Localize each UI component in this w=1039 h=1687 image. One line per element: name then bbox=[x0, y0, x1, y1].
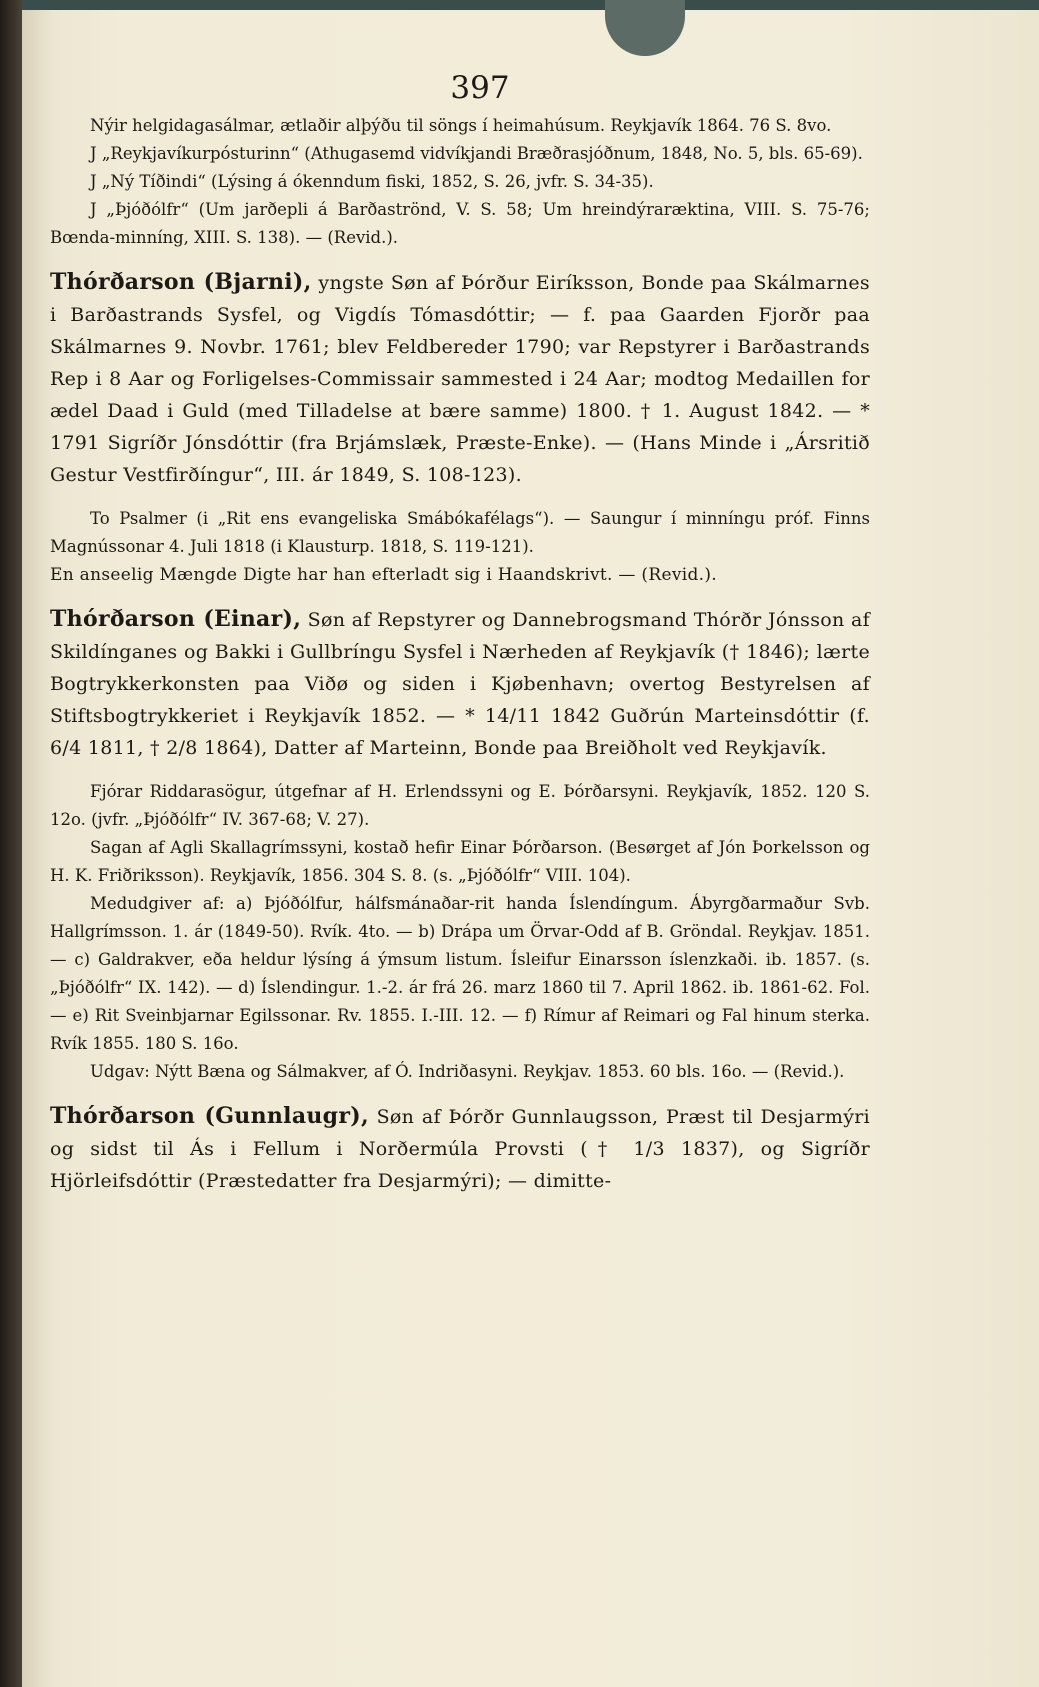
entry-text: J „Þjóðólfr“ (Um jarðepli á Barðaströnd, V. S. 58; Um hreindýraræktina, VIII. S. 75-76; Bœnda-minníng, XIII. S. 138). — (Revid.). bbox=[50, 200, 870, 247]
page-top-band bbox=[22, 0, 1039, 10]
bibliography-entry bbox=[50, 561, 870, 589]
entry-text: J „Reykjavíkurpósturinn“ (Athugasemd vidvíkjandi Bræðrasjóðnum, 1848, No. 5, bls. 65-69). bbox=[90, 144, 863, 163]
book-gutter bbox=[0, 0, 22, 1687]
bibliography-entry bbox=[50, 1058, 870, 1086]
bibliography-entry bbox=[50, 140, 870, 168]
biography-entry bbox=[50, 266, 870, 491]
paragraph-gap bbox=[50, 764, 870, 778]
page-content bbox=[50, 70, 870, 1211]
entry-text: Fjórar Riddarasögur, útgefnar af H. Erlendssyni og E. Þórðarsyni. Reykjavík, 1852. 120 S. 12o. (jvfr. „Þjóðólfr“ IV. 367-68; V. 27). bbox=[50, 782, 870, 829]
paragraph-gap bbox=[50, 1197, 870, 1211]
bibliography-entry bbox=[50, 168, 870, 196]
entry-heading: Thórðarson (Gunnlaugr), bbox=[50, 1103, 369, 1129]
paragraph-gap bbox=[50, 252, 870, 266]
entries-list bbox=[50, 112, 870, 1211]
entry-text: Søn af Repstyrer og Dannebrogsmand Thórðr Jónsson af Skildínganes og Bakki i Gullbríngu Sysfel i Nærheden af Reykjavík († 1846); lærte Bogtrykkerkonsten paa Viðø og siden i Kjøbenhavn; overtog Bestyrelsen af Stiftsbogtrykkeriet i Reykjavík 1852. — * 14/11 1842 Guðrún Marteinsdóttir (f. 6/4 1811, † 2/8 1864), Datter af Marteinn, Bonde paa Breiðholt ved Reykjavík. bbox=[50, 609, 870, 759]
bibliography-entry bbox=[50, 890, 870, 1058]
paragraph-gap bbox=[50, 1086, 870, 1100]
entry-text: Nýir helgidagasálmar, ætlaðir alþýðu til söngs í heimahúsum. Reykjavík 1864. 76 S. 8vo. bbox=[90, 116, 832, 135]
bibliography-entry bbox=[50, 112, 870, 140]
biography-entry bbox=[50, 603, 870, 764]
paragraph-gap bbox=[50, 491, 870, 505]
bibliography-entry bbox=[50, 505, 870, 561]
entry-text: Sagan af Agli Skallagrímssyni, kostað hefir Einar Þórðarson. (Besørget af Jón Þorkelsson og H. K. Friðriksson). Reykjavík, 1856. 304 S. 8. (s. „Þjóðólfr“ VIII. 104). bbox=[50, 838, 870, 885]
bibliography-entry bbox=[50, 196, 870, 252]
bibliography-entry bbox=[50, 834, 870, 890]
entry-text: yngste Søn af Þórður Eiríksson, Bonde paa Skálmarnes i Barðastrands Sysfel, og Vigdís Tómasdóttir; — f. paa Gaarden Fjorðr paa Skálmarnes 9. Novbr. 1761; blev Feldbereder 1790; var Repstyrer i Barðastrands Rep i 8 Aar og Forligelses-Commissair sammested i 24 Aar; modtog Medaillen for ædel Daad i Guld (med Tilladelse at bære samme) 1800. † 1. August 1842. — * 1791 Sigríðr Jónsdóttir (fra Brjámslæk, Præste-Enke). — (Hans Minde i „Ársritið Gestur Vestfirðíngur“, III. ár 1849, S. 108-123). bbox=[50, 272, 870, 486]
entry-heading: Thórðarson (Einar), bbox=[50, 606, 302, 632]
bibliography-entry bbox=[50, 778, 870, 834]
entry-text: J „Ný Tíðindi“ (Lýsing á ókenndum fiski, 1852, S. 26, jvfr. S. 34-35). bbox=[90, 172, 654, 191]
entry-text: Udgav: Nýtt Bæna og Sálmakver, af Ó. Indriðasyni. Reykjav. 1853. 60 bls. 16o. — (Revid.). bbox=[90, 1062, 845, 1081]
entry-heading: Thórðarson (Bjarni), bbox=[50, 269, 312, 295]
entry-text: To Psalmer (i „Rit ens evangeliska Smábókafélags“). — Saungur í minníngu próf. Finns Magnússonar 4. Juli 1818 (i Klausturp. 1818, S. 119-121). bbox=[50, 509, 870, 556]
page-number: 397 bbox=[450, 70, 510, 106]
paragraph-gap bbox=[50, 589, 870, 603]
entry-text: En anseelig Mængde Digte har han efterladt sig i Haandskrivt. — (Revid.). bbox=[50, 565, 717, 585]
entry-text: Medudgiver af: a) Þjóðólfur, hálfsmánaðar-rit handa Íslendíngum. Ábyrgðarmaður Svb. Hallgrímsson. 1. ár (1849-50). Rvík. 4to. — b) Drápa um Örvar-Odd af B. Gröndal. Reykjav. 1851. — c) Galdrakver, eða heldur lýsíng á ýmsum listum. Ísleifur Einarsson íslenzkaði. ib. 1857. (s. „Þjóðólfr“ IX. 142). — d) Íslendingur. 1.-2. ár frá 26. marz 1860 til 7. April 1862. ib. 1861-62. Fol. — e) Rit Sveinbjarnar Egilssonar. Rv. 1855. I.-III. 12. — f) Rímur af Reimari og Fal hinum sterka. Rvík 1855. 180 S. 16o. bbox=[50, 894, 870, 1053]
entry-text: Søn af Þórðr Gunnlaugsson, Præst til Desjarmýri og sidst til Ás i Fellum i Norðermúla Provsti († 1/3 1837), og Sigríðr Hjörleifsdóttir (Præstedatter fra Desjarmýri); — dimitte- bbox=[50, 1106, 870, 1192]
biography-entry bbox=[50, 1100, 870, 1197]
